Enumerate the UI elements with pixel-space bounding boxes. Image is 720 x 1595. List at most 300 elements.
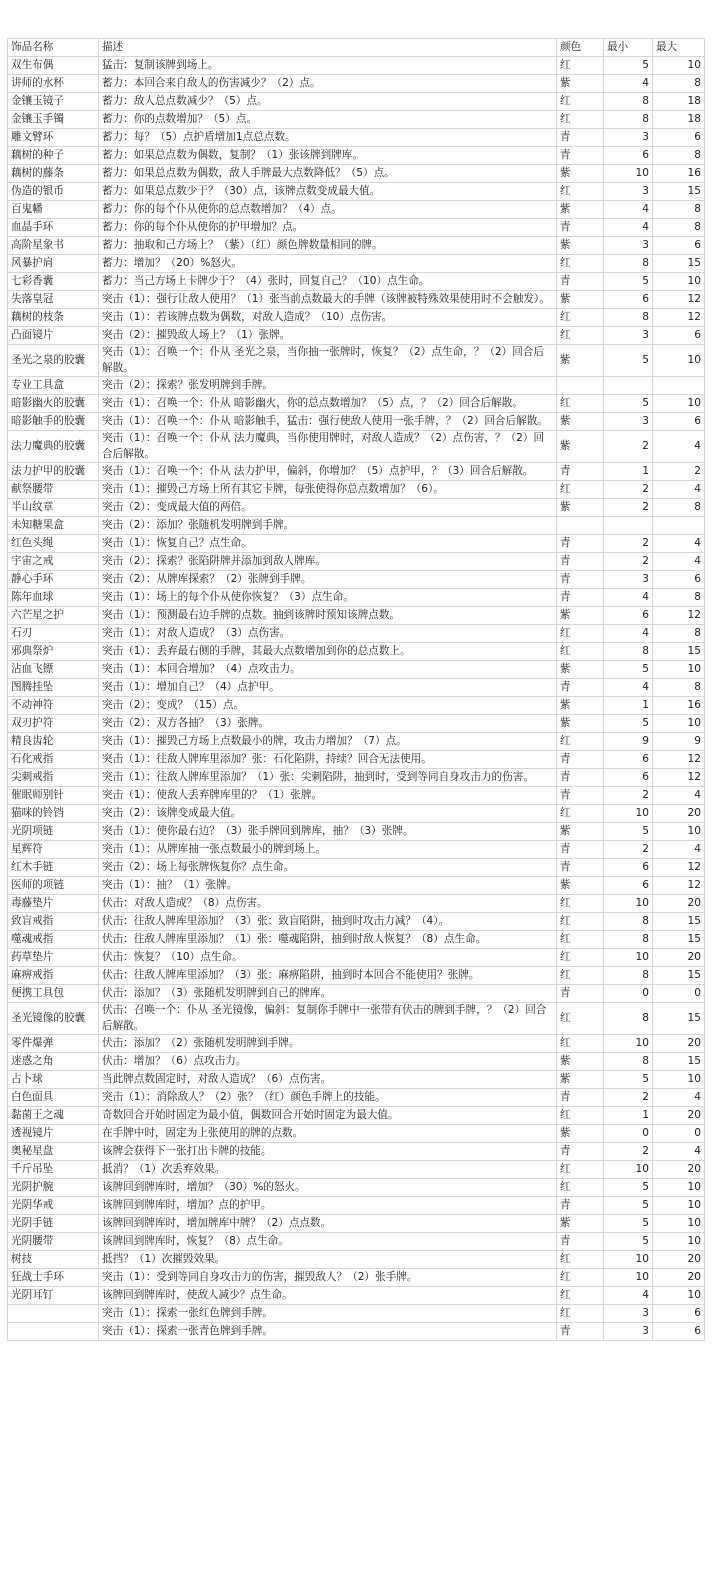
table-row xyxy=(8,1089,705,1107)
cell-description: 突击（1）：召唤一个：仆从 暗影触手，猛击：强行使敌人使用一张手牌，？（2）回合后解散。 xyxy=(99,413,557,431)
cell-name: 高阶星象书 xyxy=(8,237,99,255)
table-row xyxy=(8,345,705,377)
cell-max: 4 xyxy=(653,1143,705,1161)
table-row xyxy=(8,1233,705,1251)
table-row xyxy=(8,769,705,787)
cell-min: 8 xyxy=(604,643,653,661)
table-row xyxy=(8,1305,705,1323)
cell-color: 红 xyxy=(557,183,604,201)
cell-name: 雕文臂环 xyxy=(8,129,99,147)
cell-max: 12 xyxy=(653,877,705,895)
table-row xyxy=(8,1287,705,1305)
cell-max: 10 xyxy=(653,661,705,679)
cell-max: 10 xyxy=(653,1287,705,1305)
cell-max: 8 xyxy=(653,201,705,219)
table-body xyxy=(8,57,705,1341)
cell-name: 石刃 xyxy=(8,625,99,643)
cell-description: 该牌回到牌库时，增加牌库中牌？（2）点点数。 xyxy=(99,1215,557,1233)
cell-min: 5 xyxy=(604,715,653,733)
table-row xyxy=(8,967,705,985)
cell-color: 红 xyxy=(557,931,604,949)
table-row xyxy=(8,219,705,237)
cell-max: 8 xyxy=(653,219,705,237)
table-row xyxy=(8,183,705,201)
cell-max: 20 xyxy=(653,1251,705,1269)
cell-min: 3 xyxy=(604,1305,653,1323)
cell-name: 双生布偶 xyxy=(8,57,99,75)
cell-color: 红 xyxy=(557,255,604,273)
cell-min: 2 xyxy=(604,787,653,805)
cell-name: 凸面镜片 xyxy=(8,327,99,345)
cell-description: 该牌回到牌库时，使敌人减少？点生命。 xyxy=(99,1287,557,1305)
cell-max: 6 xyxy=(653,1305,705,1323)
cell-max: 12 xyxy=(653,859,705,877)
table-row xyxy=(8,661,705,679)
table-row xyxy=(8,859,705,877)
cell-color: 青 xyxy=(557,787,604,805)
cell-description: 抵挡？（1）次摧毁效果。 xyxy=(99,1251,557,1269)
cell-min: 10 xyxy=(604,1269,653,1287)
cell-name: 双刃护符 xyxy=(8,715,99,733)
cell-min: 8 xyxy=(604,309,653,327)
cell-name: 圣光之泉的胶囊 xyxy=(8,345,99,377)
cell-name: 静心手环 xyxy=(8,571,99,589)
cell-color: 紫 xyxy=(557,1053,604,1071)
cell-max: 10 xyxy=(653,1215,705,1233)
cell-name: 专业工具盒 xyxy=(8,377,99,395)
cell-max: 12 xyxy=(653,751,705,769)
cell-max: 12 xyxy=(653,291,705,309)
cell-color: 红 xyxy=(557,967,604,985)
cell-name: 光阴腰带 xyxy=(8,1233,99,1251)
cell-min: 10 xyxy=(604,895,653,913)
cell-name: 麻痹戒指 xyxy=(8,967,99,985)
cell-color: 红 xyxy=(557,805,604,823)
cell-max: 4 xyxy=(653,535,705,553)
cell-name: 金镶玉手镯 xyxy=(8,111,99,129)
cell-description: 该牌回到牌库时，增加？（30）%的怒火。 xyxy=(99,1179,557,1197)
cell-max: 6 xyxy=(653,327,705,345)
table-row xyxy=(8,237,705,255)
cell-min: 8 xyxy=(604,93,653,111)
cell-description: 突击（1）：若该牌点数为偶数，对敌人造成？（10）点伤害。 xyxy=(99,309,557,327)
cell-max: 20 xyxy=(653,949,705,967)
cell-min: 2 xyxy=(604,841,653,859)
cell-description: 突击（1）：召唤一个：仆从 圣光之泉，当你抽一张牌时，恢复？（2）点生命，？（2）回合后解散。 xyxy=(99,345,557,377)
cell-max xyxy=(653,377,705,395)
cell-name: 毒藤垫片 xyxy=(8,895,99,913)
cell-color: 红 xyxy=(557,111,604,129)
cell-min: 10 xyxy=(604,165,653,183)
cell-description: 突击（1）：丢弃最右侧的手牌，其最大点数增加到你的总点数上。 xyxy=(99,643,557,661)
cell-name: 法力魔典的胶囊 xyxy=(8,431,99,463)
cell-min: 3 xyxy=(604,327,653,345)
cell-min: 4 xyxy=(604,201,653,219)
cell-min: 6 xyxy=(604,291,653,309)
cell-min: 2 xyxy=(604,553,653,571)
table-row xyxy=(8,93,705,111)
cell-color: 红 xyxy=(557,949,604,967)
cell-max xyxy=(653,517,705,535)
cell-max: 6 xyxy=(653,129,705,147)
cell-min: 2 xyxy=(604,481,653,499)
cell-min: 1 xyxy=(604,1107,653,1125)
cell-description: 伏击：召唤一个：仆从 圣光镜像，偏斜：复制你手牌中一张带有伏击的牌到手牌，？（2）回合后解散。 xyxy=(99,1003,557,1035)
cell-min: 9 xyxy=(604,733,653,751)
cell-description: 突击（1）：抽？（1）张牌。 xyxy=(99,877,557,895)
cell-max: 18 xyxy=(653,111,705,129)
cell-description: 蓄力：当己方场上卡牌少于？（4）张时，回复自己？（10）点生命。 xyxy=(99,273,557,291)
ornament-table xyxy=(7,38,705,1341)
cell-max: 4 xyxy=(653,431,705,463)
table-row xyxy=(8,1161,705,1179)
cell-description: 突击（2）：双方各抽？（3）张牌。 xyxy=(99,715,557,733)
cell-max: 8 xyxy=(653,75,705,93)
cell-color: 青 xyxy=(557,553,604,571)
cell-description: 伏击：增加？（6）点攻击力。 xyxy=(99,1053,557,1071)
cell-name: 法力护甲的胶囊 xyxy=(8,463,99,481)
cell-name: 石化戒指 xyxy=(8,751,99,769)
cell-min: 3 xyxy=(604,237,653,255)
cell-name: 猫咪的铃铛 xyxy=(8,805,99,823)
cell-description: 蓄力：你的每个仆从使你的护甲增加？点。 xyxy=(99,219,557,237)
cell-description: 蓄力：如果总点数为偶数，复制？（1）张该牌到牌库。 xyxy=(99,147,557,165)
table-row xyxy=(8,1197,705,1215)
table-row xyxy=(8,589,705,607)
cell-description: 蓄力：你的每个仆从使你的总点数增加？（4）点。 xyxy=(99,201,557,219)
cell-color: 红 xyxy=(557,57,604,75)
cell-description: 突击（1）：探索一张红色牌到手牌。 xyxy=(99,1305,557,1323)
cell-min: 5 xyxy=(604,1197,653,1215)
table-row xyxy=(8,1003,705,1035)
cell-color: 紫 xyxy=(557,607,604,625)
cell-max: 10 xyxy=(653,273,705,291)
cell-min: 2 xyxy=(604,1089,653,1107)
cell-max: 12 xyxy=(653,607,705,625)
cell-min: 6 xyxy=(604,859,653,877)
table-row xyxy=(8,1215,705,1233)
cell-max: 4 xyxy=(653,787,705,805)
cell-name: 圣光镜像的胶囊 xyxy=(8,1003,99,1035)
cell-name: 百鬼幡 xyxy=(8,201,99,219)
cell-max: 8 xyxy=(653,625,705,643)
cell-description: 突击（1）：恢复自己？点生命。 xyxy=(99,535,557,553)
table-row xyxy=(8,1107,705,1125)
cell-max: 8 xyxy=(653,589,705,607)
cell-min: 4 xyxy=(604,625,653,643)
cell-max: 10 xyxy=(653,1179,705,1197)
cell-min: 4 xyxy=(604,589,653,607)
cell-color: 青 xyxy=(557,679,604,697)
cell-name: 藕树的种子 xyxy=(8,147,99,165)
cell-max: 10 xyxy=(653,345,705,377)
cell-description: 突击（1）：使你最右边？（3）张手牌回到牌库，抽？（3）张牌。 xyxy=(99,823,557,841)
table-row xyxy=(8,1035,705,1053)
table-row xyxy=(8,291,705,309)
cell-description: 突击（2）：场上每张牌恢复你？点生命。 xyxy=(99,859,557,877)
cell-min: 5 xyxy=(604,661,653,679)
cell-color: 红 xyxy=(557,1179,604,1197)
cell-min: 10 xyxy=(604,1251,653,1269)
cell-max: 4 xyxy=(653,841,705,859)
header-min: 最小 xyxy=(604,39,653,57)
cell-color: 红 xyxy=(557,1035,604,1053)
cell-name: 陈年血球 xyxy=(8,589,99,607)
cell-name: 红木手链 xyxy=(8,859,99,877)
cell-description: 突击（2）：摧毁敌人场上？（1）张牌。 xyxy=(99,327,557,345)
table-row xyxy=(8,273,705,291)
table-row xyxy=(8,949,705,967)
cell-description: 伏击：往敌人牌库里添加？（3）张：麻痹陷阱，抽到时本回合不能使用？张牌。 xyxy=(99,967,557,985)
cell-color: 红 xyxy=(557,93,604,111)
cell-name: 透视镜片 xyxy=(8,1125,99,1143)
cell-color: 紫 xyxy=(557,661,604,679)
cell-name: 不动神符 xyxy=(8,697,99,715)
cell-description: 伏击：对敌人造成？（8）点伤害。 xyxy=(99,895,557,913)
table-row xyxy=(8,553,705,571)
table-row xyxy=(8,57,705,75)
table-row xyxy=(8,607,705,625)
cell-description: 蓄力：如果总点数少于？（30）点，该牌点数变成最大值。 xyxy=(99,183,557,201)
cell-name: 树技 xyxy=(8,1251,99,1269)
cell-max: 10 xyxy=(653,1071,705,1089)
table-row xyxy=(8,129,705,147)
cell-description: 蓄力：抽取和己方场上？（紫）（红）颜色牌数量相同的牌。 xyxy=(99,237,557,255)
cell-color: 紫 xyxy=(557,413,604,431)
cell-max: 8 xyxy=(653,147,705,165)
cell-max: 12 xyxy=(653,309,705,327)
table-row xyxy=(8,1125,705,1143)
cell-name: 藕树的藤条 xyxy=(8,165,99,183)
cell-color: 青 xyxy=(557,1089,604,1107)
cell-color: 紫 xyxy=(557,345,604,377)
cell-min: 4 xyxy=(604,219,653,237)
cell-max: 0 xyxy=(653,1125,705,1143)
cell-name: 黏菌王之魂 xyxy=(8,1107,99,1125)
cell-name: 暗影幽火的胶囊 xyxy=(8,395,99,413)
cell-max: 6 xyxy=(653,237,705,255)
cell-color: 红 xyxy=(557,1287,604,1305)
cell-name: 医师的项链 xyxy=(8,877,99,895)
cell-min: 3 xyxy=(604,129,653,147)
cell-description: 突击（1）：从牌库抽一张点数最小的牌到场上。 xyxy=(99,841,557,859)
cell-name: 未知糖果盒 xyxy=(8,517,99,535)
cell-description: 蓄力：增加？（20）%怒火。 xyxy=(99,255,557,273)
header-name: 饰品名称 xyxy=(8,39,99,57)
cell-color: 紫 xyxy=(557,201,604,219)
cell-color: 红 xyxy=(557,309,604,327)
cell-color: 紫 xyxy=(557,291,604,309)
cell-name: 血晶手环 xyxy=(8,219,99,237)
table-row xyxy=(8,413,705,431)
cell-min: 8 xyxy=(604,111,653,129)
cell-name xyxy=(8,1305,99,1323)
table-row xyxy=(8,625,705,643)
cell-color: 紫 xyxy=(557,1125,604,1143)
cell-description: 突击（2）：探索？张陷阱牌并添加到敌人牌库。 xyxy=(99,553,557,571)
cell-max: 10 xyxy=(653,57,705,75)
table-row xyxy=(8,395,705,413)
table-row xyxy=(8,75,705,93)
cell-name: 藕树的枝条 xyxy=(8,309,99,327)
cell-max: 8 xyxy=(653,499,705,517)
cell-description: 突击（2）：探索？张发明牌到手牌。 xyxy=(99,377,557,395)
cell-name: 邪典祭炉 xyxy=(8,643,99,661)
cell-color: 红 xyxy=(557,1003,604,1035)
cell-min: 5 xyxy=(604,273,653,291)
cell-color: 红 xyxy=(557,913,604,931)
table-row xyxy=(8,165,705,183)
cell-color: 紫 xyxy=(557,877,604,895)
cell-min: 3 xyxy=(604,413,653,431)
cell-color: 紫 xyxy=(557,1215,604,1233)
cell-max: 16 xyxy=(653,165,705,183)
cell-name: 风暴护肩 xyxy=(8,255,99,273)
table-row xyxy=(8,895,705,913)
cell-color: 紫 xyxy=(557,1071,604,1089)
cell-min: 8 xyxy=(604,931,653,949)
cell-name: 零件爆弹 xyxy=(8,1035,99,1053)
cell-description: 该牌回到牌库时，增加？点的护甲。 xyxy=(99,1197,557,1215)
cell-min: 2 xyxy=(604,431,653,463)
cell-color: 紫 xyxy=(557,237,604,255)
cell-min: 3 xyxy=(604,1323,653,1341)
cell-min: 5 xyxy=(604,1179,653,1197)
cell-name: 伪造的银币 xyxy=(8,183,99,201)
cell-min: 8 xyxy=(604,255,653,273)
table-row xyxy=(8,111,705,129)
table-row xyxy=(8,327,705,345)
cell-description: 蓄力：本回合来自敌人的伤害减少？（2）点。 xyxy=(99,75,557,93)
cell-description: 当此牌点数固定时，对敌人造成？（6）点伤害。 xyxy=(99,1071,557,1089)
cell-color: 青 xyxy=(557,219,604,237)
table-row xyxy=(8,787,705,805)
table-row xyxy=(8,463,705,481)
cell-max: 9 xyxy=(653,733,705,751)
table-row xyxy=(8,733,705,751)
cell-max: 4 xyxy=(653,1089,705,1107)
table-row xyxy=(8,481,705,499)
table-row xyxy=(8,679,705,697)
cell-min: 6 xyxy=(604,607,653,625)
cell-min: 6 xyxy=(604,877,653,895)
table-row xyxy=(8,715,705,733)
table-row xyxy=(8,841,705,859)
cell-min xyxy=(604,517,653,535)
cell-min: 10 xyxy=(604,949,653,967)
cell-max: 12 xyxy=(653,769,705,787)
cell-description: 突击（2）：变成最大值的两倍。 xyxy=(99,499,557,517)
table-row xyxy=(8,1053,705,1071)
cell-description: 突击（1）：往敌人牌库里添加？张：石化陷阱，持续？回合无法使用。 xyxy=(99,751,557,769)
cell-name xyxy=(8,1323,99,1341)
cell-min: 8 xyxy=(604,1003,653,1035)
cell-max: 10 xyxy=(653,1197,705,1215)
cell-description: 伏击：往敌人牌库里添加？（1）张：噬魂陷阱，抽到时敌人恢复？（8）点生命。 xyxy=(99,931,557,949)
cell-color: 紫 xyxy=(557,823,604,841)
cell-min: 8 xyxy=(604,1053,653,1071)
cell-description: 突击（1）：本回合增加？（4）点攻击力。 xyxy=(99,661,557,679)
cell-description: 猛击：复制该牌到场上。 xyxy=(99,57,557,75)
cell-color: 青 xyxy=(557,463,604,481)
cell-max: 15 xyxy=(653,967,705,985)
cell-name: 沾血飞镖 xyxy=(8,661,99,679)
cell-description: 突击（1）：对敌人造成？（3）点伤害。 xyxy=(99,625,557,643)
cell-max: 15 xyxy=(653,931,705,949)
cell-min: 4 xyxy=(604,1287,653,1305)
cell-name: 金镶玉镜子 xyxy=(8,93,99,111)
cell-max: 10 xyxy=(653,823,705,841)
cell-description: 突击（1）：召唤一个：仆从 法力护甲，偏斜，你增加？（5）点护甲，？（3）回合后解散。 xyxy=(99,463,557,481)
table-row xyxy=(8,643,705,661)
cell-color: 青 xyxy=(557,1323,604,1341)
cell-color: 红 xyxy=(557,733,604,751)
cell-min: 10 xyxy=(604,1035,653,1053)
cell-name: 光阴手链 xyxy=(8,1215,99,1233)
cell-min: 3 xyxy=(604,571,653,589)
table-row xyxy=(8,697,705,715)
cell-min: 1 xyxy=(604,697,653,715)
cell-color: 红 xyxy=(557,625,604,643)
cell-color: 红 xyxy=(557,643,604,661)
cell-max: 20 xyxy=(653,895,705,913)
cell-max: 20 xyxy=(653,1269,705,1287)
table-row xyxy=(8,147,705,165)
cell-name: 光阴护腕 xyxy=(8,1179,99,1197)
cell-name: 六芒星之护 xyxy=(8,607,99,625)
cell-description: 突击（2）：变成？（15）点。 xyxy=(99,697,557,715)
table-row xyxy=(8,571,705,589)
cell-name: 光阴耳钉 xyxy=(8,1287,99,1305)
cell-max: 15 xyxy=(653,255,705,273)
table-row xyxy=(8,1143,705,1161)
cell-color: 紫 xyxy=(557,715,604,733)
cell-min: 1 xyxy=(604,463,653,481)
cell-description: 突击（1）：往敌人牌库里添加？（1）张：尖刺陷阱，抽到时，受到等同自身攻击力的伤害。 xyxy=(99,769,557,787)
cell-color: 青 xyxy=(557,1233,604,1251)
cell-name: 催眠师别针 xyxy=(8,787,99,805)
cell-name: 星辉符 xyxy=(8,841,99,859)
cell-color: 青 xyxy=(557,751,604,769)
table-row xyxy=(8,535,705,553)
cell-min: 5 xyxy=(604,57,653,75)
cell-description: 突击（1）：召唤一个：仆从 暗影幽火，你的总点数增加？（5）点，？（2）回合后解散。 xyxy=(99,395,557,413)
cell-description: 突击（1）：探索一张青色牌到手牌。 xyxy=(99,1323,557,1341)
cell-color: 青 xyxy=(557,1143,604,1161)
cell-name: 狂战士手环 xyxy=(8,1269,99,1287)
cell-max: 15 xyxy=(653,643,705,661)
cell-max: 16 xyxy=(653,697,705,715)
cell-max: 18 xyxy=(653,93,705,111)
cell-description: 突击（1）：摧毁己方场上所有其它卡牌，每张使得你总点数增加？（6）。 xyxy=(99,481,557,499)
cell-description: 蓄力：你的点数增加？（5）点。 xyxy=(99,111,557,129)
cell-min: 4 xyxy=(604,679,653,697)
cell-color: 红 xyxy=(557,395,604,413)
table-row xyxy=(8,985,705,1003)
cell-min: 5 xyxy=(604,345,653,377)
cell-min: 8 xyxy=(604,967,653,985)
cell-max: 20 xyxy=(653,1161,705,1179)
cell-description: 突击（1）：预测最右边手牌的点数。抽到该牌时预知该牌点数。 xyxy=(99,607,557,625)
cell-name: 千斤吊坠 xyxy=(8,1161,99,1179)
cell-min: 5 xyxy=(604,823,653,841)
table-row xyxy=(8,877,705,895)
cell-description: 突击（1）：使敌人丢弃牌库里的？（1）张牌。 xyxy=(99,787,557,805)
cell-description: 突击（1）：增加自己？（4）点护甲。 xyxy=(99,679,557,697)
cell-color: 红 xyxy=(557,1107,604,1125)
header-max: 最大 xyxy=(653,39,705,57)
cell-max: 4 xyxy=(653,481,705,499)
